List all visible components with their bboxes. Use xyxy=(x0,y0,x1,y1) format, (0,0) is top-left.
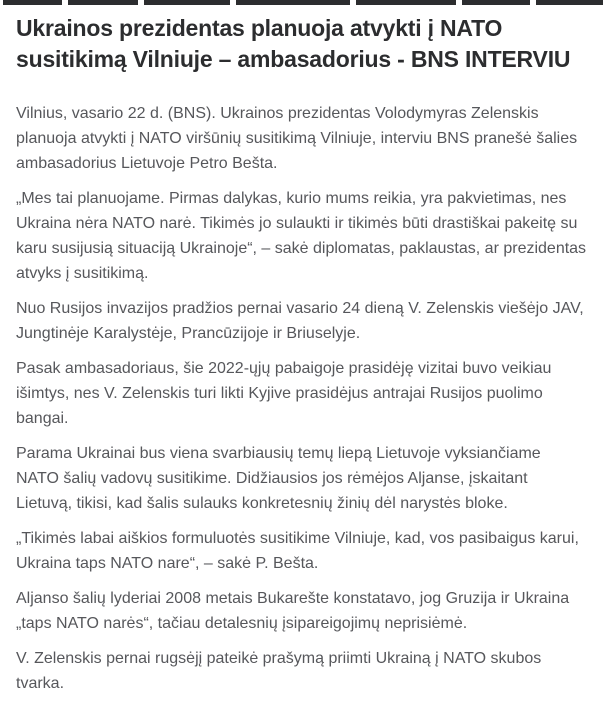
clipped-text-fragment xyxy=(68,0,138,5)
article-paragraph: Aljanso šalių lyderiai 2008 metais Bukarešte konstatavo, jog Gruzija ir Ukraina „taps NATO narės“, tačiau detalesnių įsipareigojimų neprisiėmė. xyxy=(16,590,570,632)
article-paragraph: Pasak ambasadoriaus, šie 2022-ųjų pabaigoje prasidėję vizitai buvo veikiau išimtys, nes V. Zelenskis turi likti Kyjive prasidėjus antrajai Rusijos puolimo bangai. xyxy=(16,360,552,427)
article-paragraph: „Mes tai planuojame. Pirmas dalykas, kurio mums reikia, yra pakvietimas, nes Ukraina nėra NATO narė. Tikimės jo sulaukti ir tikimės būti drastiškai pakeitę su karu susijusią situaciją Ukrainoje“, – sakė diplomatas, paklaustas, ar prezidentas atvyks į susitikimą. xyxy=(16,190,587,282)
clipped-text-fragment xyxy=(236,0,350,5)
article-paragraph: Parama Ukrainai bus viena svarbiausių temų liepą Lietuvoje vyksiančiame NATO šalių vadovų susitikime. Didžiausios jos rėmėjos Aljanse, įskaitant Lietuvą, tikisi, kad šalis sulauks konkretesnių žinių dėl narystės bloke. xyxy=(16,445,541,512)
clipped-text-fragment xyxy=(356,0,456,5)
article-paragraph: Vilnius, vasario 22 d. (BNS). Ukrainos prezidentas Volodymyras Zelenskis planuoja atvykti į NATO viršūnių susitikimą Vilniuje, interviu BNS pranešė šalies ambasadorius Lietuvoje Petro Bešta. xyxy=(16,105,578,172)
clipped-headline-remnant xyxy=(0,0,603,5)
clipped-text-fragment xyxy=(462,0,530,5)
clipped-text-fragment xyxy=(144,0,230,5)
clipped-text-fragment xyxy=(3,0,62,5)
article-paragraph: Nuo Rusijos invazijos pradžios pernai vasario 24 dieną V. Zelenskis viešėjo JAV, Jungtinėje Karalystėje, Prancūzijoje ir Briuselyje. xyxy=(16,300,584,342)
clipped-text-fragment xyxy=(536,0,603,5)
article-paragraph: „Tikimės labai aiškios formuluotės susitikime Vilniuje, kad, vos pasibaigus karui, Ukraina taps NATO nare“, – sakė P. Bešta. xyxy=(16,530,579,572)
article-paragraph: V. Zelenskis pernai rugsėjį pateikė prašymą priimti Ukrainą į NATO skubos tvarka. xyxy=(16,650,542,692)
article-title: Ukrainos prezidentas planuoja atvykti į NATO susitikimą Vilniuje – ambasadorius - BNS INTERVIU xyxy=(16,15,571,72)
